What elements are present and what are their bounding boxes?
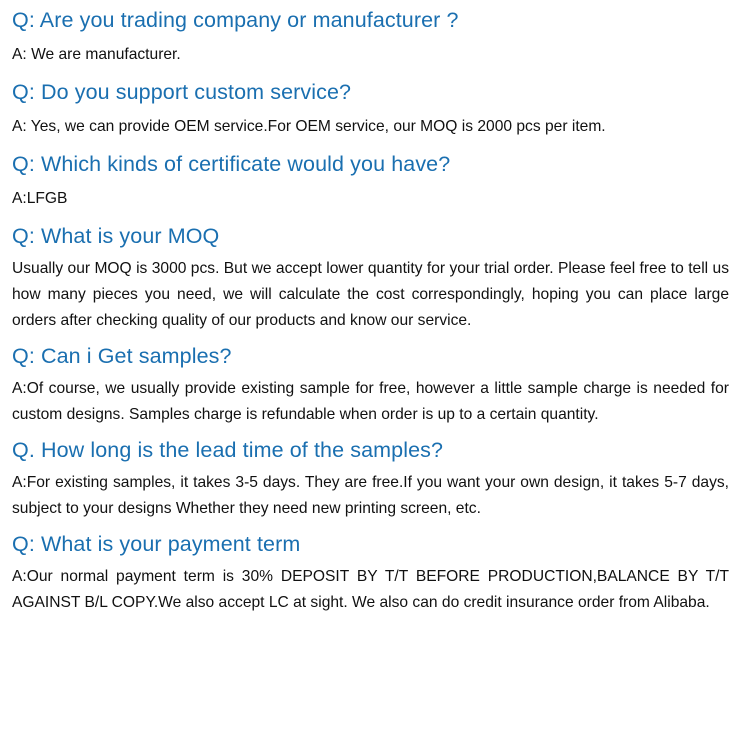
faq-item-moq (12, 220, 729, 334)
faq-question: Q: Are you trading company or manufacturer ? (12, 8, 459, 32)
faq-question: Q: Which kinds of certificate would you have? (12, 152, 451, 176)
faq-answer: A:Of course, we usually provide existing sample for free, however a little sample charge is needed for custom designs. Samples charge is refundable when order is up to a certain quantity. (12, 380, 729, 423)
faq-answer: A: We are manufacturer. (12, 46, 181, 63)
faq-item-samples (12, 340, 729, 428)
faq-item-certificate (12, 148, 729, 212)
faq-question: Q: Do you support custom service? (12, 80, 352, 104)
faq-item-trading-or-manufacturer (12, 4, 729, 68)
faq-answer: A:LFGB (12, 190, 68, 207)
faq-question: Q: Can i Get samples? (12, 344, 232, 368)
faq-question: Q. How long is the lead time of the samples? (12, 438, 444, 462)
faq-answer: A:Our normal payment term is 30% DEPOSIT BY T/T BEFORE PRODUCTION,BALANCE BY T/T AGAINST B/L COPY.We also accept LC at sight. We also can do credit insurance order from Alibaba. (12, 568, 729, 611)
faq-item-sample-lead-time (12, 434, 729, 522)
faq-answer: A:For existing samples, it takes 3-5 days. They are free.If you want your own design, it takes 5-7 days, subject to your designs Whether they need new printing screen, etc. (12, 474, 729, 517)
faq-answer: A: Yes, we can provide OEM service.For OEM service, our MOQ is 2000 pcs per item. (12, 118, 606, 135)
faq-question: Q: What is your MOQ (12, 224, 220, 248)
faq-answer: Usually our MOQ is 3000 pcs. But we accept lower quantity for your trial order. Please feel free to tell us how many pieces you need, we will calculate the cost correspondingly, hoping you can place large orders after checking quality of our products and know our service. (12, 260, 729, 329)
faq-item-custom-service (12, 76, 729, 140)
faq-question: Q: What is your payment term (12, 532, 301, 556)
faq-item-payment-term (12, 528, 729, 616)
